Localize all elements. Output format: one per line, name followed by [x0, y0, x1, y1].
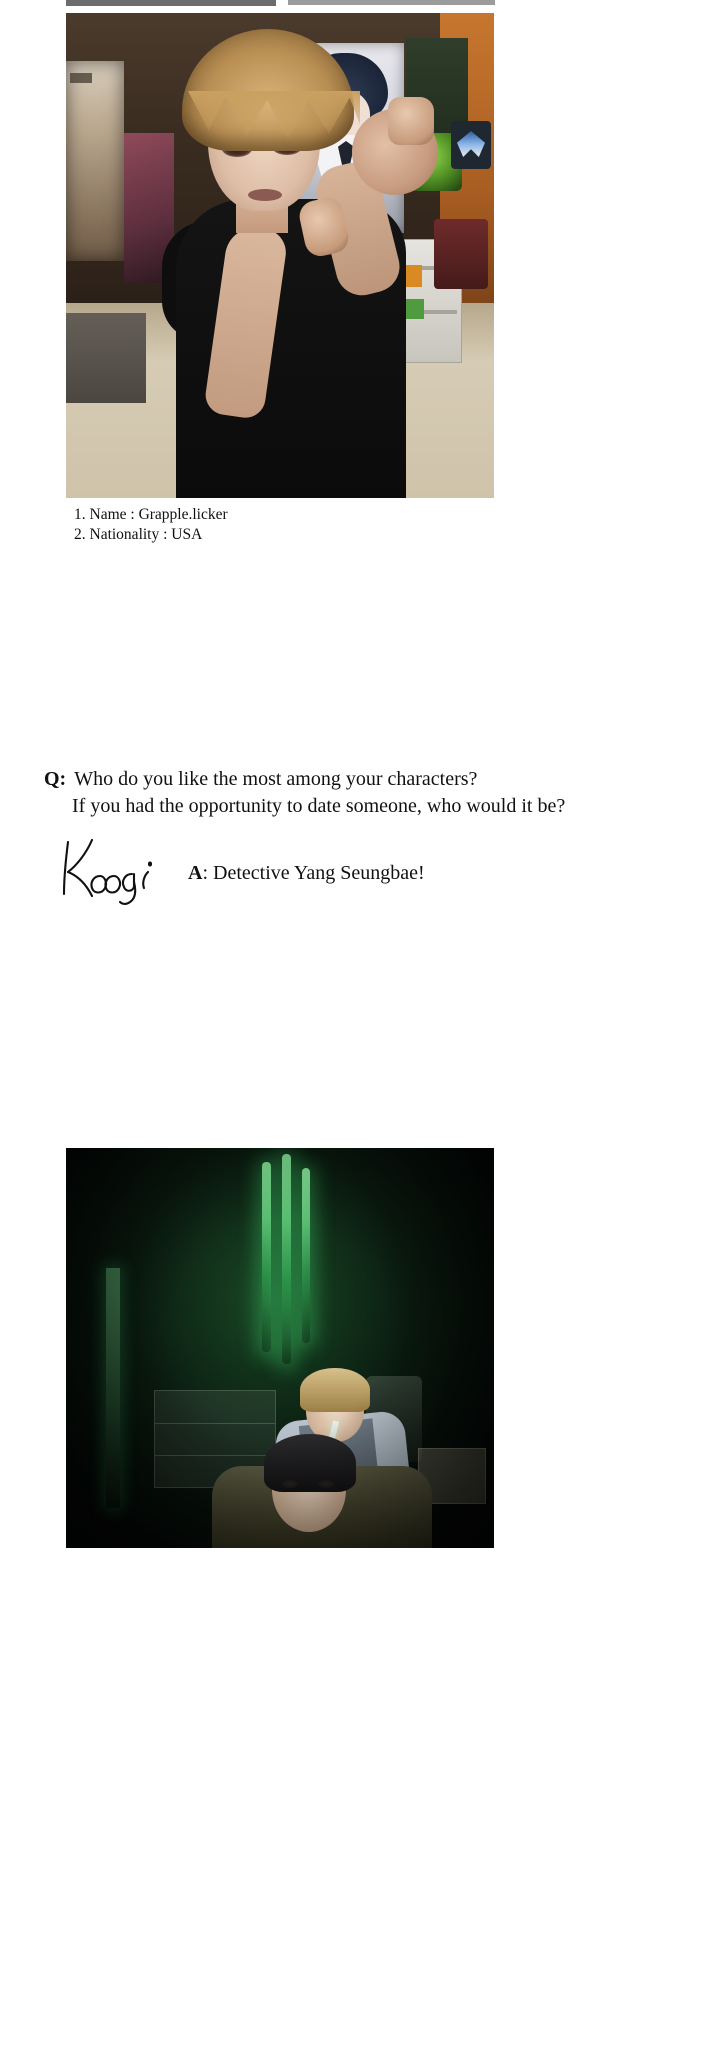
answer-line	[188, 860, 425, 886]
answer-block	[44, 836, 684, 916]
answer-marker: A	[188, 862, 203, 884]
question-line-2-row	[44, 793, 684, 820]
question-marker: Q:	[44, 768, 67, 790]
question-block	[44, 766, 684, 820]
photo-top	[66, 13, 494, 498]
photo-top-floor-clutter	[66, 313, 146, 403]
photo-top-subject-fist	[388, 97, 434, 145]
signature-koogi	[52, 836, 162, 908]
photo-top-poster-left	[66, 61, 124, 261]
photo-bottom	[66, 1148, 494, 1548]
question-line-2: If you had the opportunity to date someone, who would it be?	[72, 795, 566, 817]
photo-top-subject-lips	[248, 189, 282, 201]
photo-bottom-vignette	[66, 1148, 494, 1548]
photo-top-red-bag	[434, 219, 488, 289]
top-strip-right	[288, 0, 495, 5]
answer-text: : Detective Yang Seungbae!	[202, 862, 425, 884]
question-row	[44, 766, 684, 793]
caption-item-name: 1. Name : Grapple.licker	[74, 506, 228, 523]
caption-item-nationality: 2. Nationality : USA	[74, 526, 203, 543]
question-line-1: Who do you like the most among your characters?	[74, 768, 478, 790]
top-strip-left	[66, 0, 276, 6]
caption-list	[66, 505, 496, 545]
